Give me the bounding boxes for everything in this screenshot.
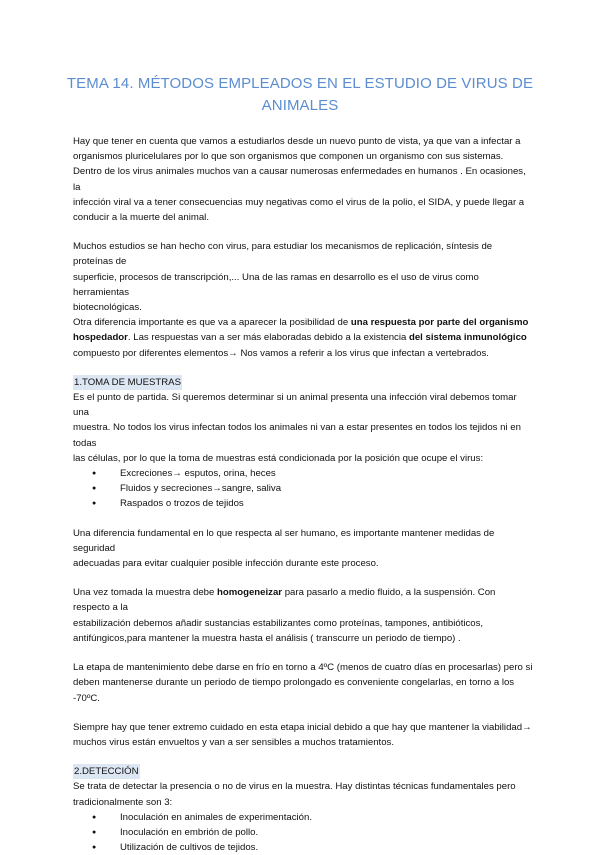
text-line: adecuadas para evitar cualquier posible infección durante este proceso. (73, 558, 379, 570)
studies-paragraph (73, 239, 533, 361)
text-line: antifúngicos,para mantener la muestra hasta el análisis ( transcurre un periodo de tiempo) . (73, 632, 461, 644)
text-line: muchos virus están envueltos y van a ser sensibles a muchos tratamientos. (73, 736, 395, 748)
text-line (73, 585, 533, 615)
bold-fragment: del sistema inmunológico (408, 332, 527, 344)
document-title (60, 73, 540, 117)
spacer (73, 361, 533, 375)
intro-paragraph (73, 134, 533, 225)
detection-techniques-list (73, 810, 533, 855)
sample-types-list (73, 466, 533, 512)
text-line: deben mantenerse durante un periodo de tiempo prolongado es conveniente congelarlas, en torno a los -70ºC. (73, 677, 515, 704)
text-line: muestra. No todos los virus infectan todos los animales ni van a estar presentes en todos los tejidos ni en todas (73, 422, 521, 449)
text-line: las células, por lo que la toma de muestras está condicionada por la posición que ocupe el virus: (73, 452, 484, 464)
text-fragment: Otra diferencia importante es que va a aparecer la posibilidad de (73, 317, 351, 329)
text-line: conducir a la muerte del animal. (73, 212, 209, 224)
text-line: infección viral va a tener consecuencias muy negativas como el virus de la polio, el SIDA, y puede llegar a (73, 196, 525, 208)
list-item: ● Inoculación en animales de experimentación. (120, 810, 533, 825)
text-line: Siempre hay que tener extremo cuidado en esta etapa inicial debido a que hay que mantener la viabilidad→ (73, 721, 532, 733)
text-line: tradicionalmente son 3: (73, 796, 173, 808)
text-line: Dentro de los virus animales muchos van a causar numerosas enfermedades en humanos . En ocasiones, la (73, 166, 526, 193)
text-line (73, 330, 533, 345)
text-line: superficie, procesos de transcripción,... Una de las ramas en desarrollo es el uso de virus como herramientas (73, 271, 479, 298)
title-line-1: TEMA 14. MÉTODOS EMPLEADOS EN EL ESTUDIO DE VIRUS DE (66, 75, 534, 92)
text-line: compuesto por diferentes elementos→ Nos vamos a referir a los virus que infectan a vertebrados. (73, 347, 489, 359)
spacer (73, 225, 533, 239)
text-fragment: Una vez tomada la muestra debe (73, 587, 217, 599)
bold-fragment: hospedador (73, 332, 128, 344)
list-item: ● Utilización de cultivos de tejidos. (120, 840, 533, 855)
title-line-2: ANIMALES (261, 97, 339, 114)
section-toma-de-muestras (73, 375, 533, 750)
text-line: La etapa de mantenimiento debe darse en frío en torno a 4ºC (menos de cuatro días en procesarlas) pero si (73, 662, 533, 674)
section-deteccion (73, 764, 533, 855)
text-line: Se trata de detectar la presencia o no de virus en la muestra. Hay distintas técnicas fundamentales pero (73, 781, 516, 793)
section-heading: 2.DETECCIÓN (73, 764, 140, 779)
spacer (73, 750, 533, 764)
text-line: estabilización debemos añadir sustancias estabilizantes como proteínas, tampones, antibióticos, (73, 617, 484, 629)
text-line: biotecnológicas. (73, 302, 142, 314)
document-body (73, 134, 533, 855)
text-line: Es el punto de partida. Si queremos determinar si un animal presenta una infección viral debemos tomar una (73, 392, 517, 419)
list-item: ● Excreciones→ esputos, orina, heces (120, 466, 533, 481)
bold-fragment: homogeneizar (217, 587, 283, 599)
text-line: organismos pluricelulares por lo que son organismos que componen un organismo con sus sistemas. (73, 151, 504, 163)
bold-fragment: una respuesta por parte del organismo (350, 317, 529, 329)
section-heading-line (73, 764, 533, 779)
list-item: ● Fluidos y secreciones→sangre, saliva (120, 481, 533, 496)
spacer (73, 706, 533, 720)
spacer (73, 646, 533, 660)
list-item: ● Inoculación en embrión de pollo. (120, 825, 533, 840)
section-heading: 1.TOMA DE MUESTRAS (73, 375, 182, 390)
text-line: Hay que tener en cuenta que vamos a estudiarlos desde un nuevo punto de vista, ya que van a infectar a (73, 136, 521, 147)
text-line: Una diferencia fundamental en lo que respecta al ser humano, es importante mantener medidas de seguridad (73, 527, 495, 554)
text-line: Muchos estudios se han hecho con virus, para estudiar los mecanismos de replicación, síntesis de proteínas de (73, 241, 493, 268)
text-line (73, 315, 533, 330)
list-item: ● Raspados o trozos de tejidos (120, 496, 533, 511)
spacer (73, 512, 533, 526)
spacer (73, 571, 533, 585)
text-fragment: . Las respuestas van a ser más elaboradas debido a la existencia (127, 332, 409, 344)
text-fragment: para pasarlo a medio fluido, a la suspensión. Con respecto a la (73, 587, 496, 614)
section-heading-line (73, 375, 533, 390)
